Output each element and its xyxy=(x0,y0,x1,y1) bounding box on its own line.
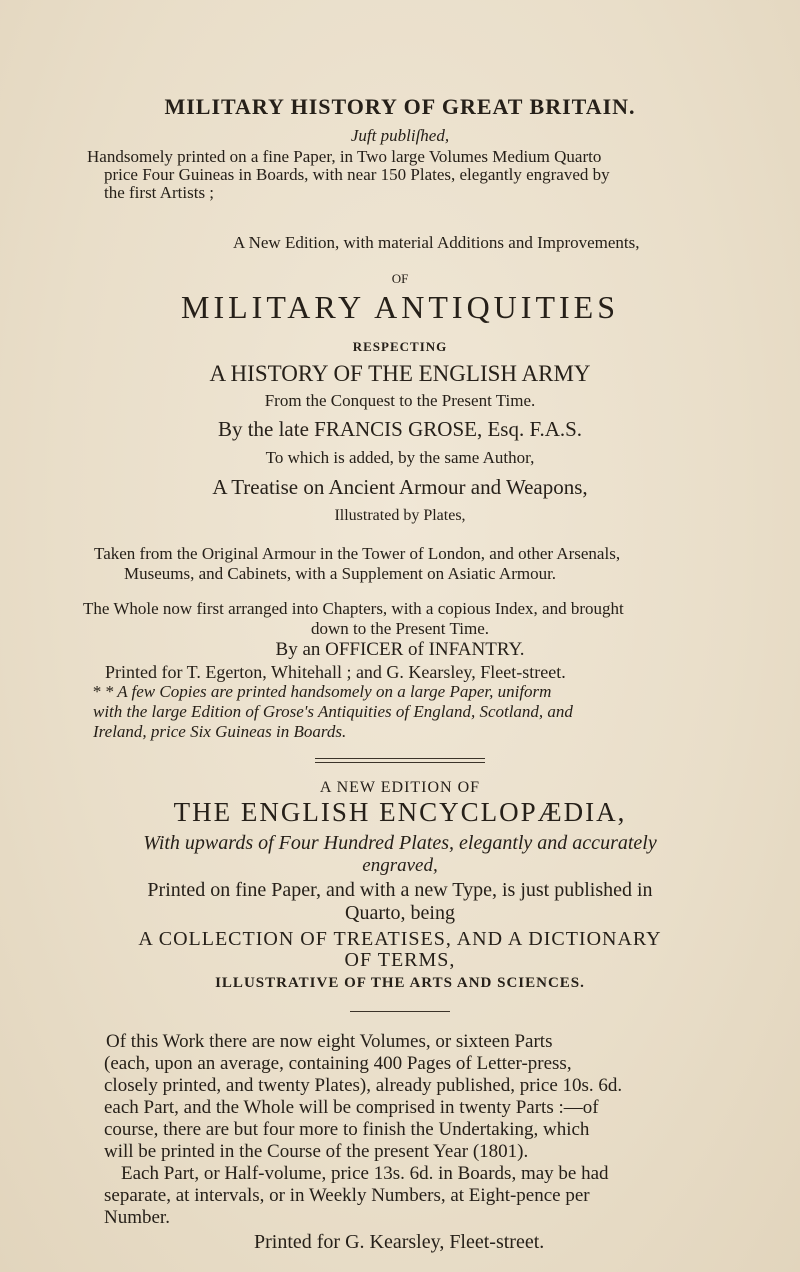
treatise-line: A Treatise on Ancient Armour and Weapons, xyxy=(212,475,588,499)
plates-line: With upwards of Four Hundred Plates, elegantly and accurately xyxy=(143,832,657,854)
note-line: Ireland, price Six Guineas in Boards. xyxy=(93,722,347,741)
printed-for-kearsley: Printed for G. Kearsley, Fleet-street. xyxy=(254,1231,545,1253)
taken-from-line: Museums, and Cabinets, with a Supplement on Asiatic Armour. xyxy=(124,564,557,583)
printed-for-line: Printed for T. Egerton, Whitehall ; and G. Kearsley, Fleet-street. xyxy=(105,662,566,682)
description-line: Handsomely printed on a fine Paper, in Two large Volumes Medium Quarto xyxy=(87,147,602,166)
collection-line: OF TERMS, xyxy=(344,949,456,971)
notice-title: MILITARY HISTORY OF GREAT BRITAIN. xyxy=(164,94,636,119)
respecting-label: RESPECTING xyxy=(352,339,448,354)
main-title: MILITARY ANTIQUITIES xyxy=(181,289,619,325)
new-edition-line: A New Edition, with material Additions and Improvements, xyxy=(233,233,640,252)
body-line: separate, at intervals, or in Weekly Numbers, at Eight-pence per xyxy=(104,1185,590,1206)
body-line: Number. xyxy=(104,1207,170,1228)
illustrative-line: ILLUSTRATIVE OF THE ARTS AND SCIENCES. xyxy=(215,975,585,991)
just-published: Juft publiſhed, xyxy=(350,126,450,145)
divider-rule xyxy=(315,762,485,763)
short-rule xyxy=(350,1011,450,1012)
added-by-line: To which is added, by the same Author, xyxy=(265,448,535,467)
body-line: will be printed in the Course of the present Year (1801). xyxy=(104,1141,529,1162)
printed-line: Printed on fine Paper, and with a new Type, is just published in xyxy=(147,879,653,901)
encyclopaedia-title: THE ENGLISH ENCYCLOPÆDIA, xyxy=(173,797,627,827)
divider-rule xyxy=(315,758,485,759)
body-line: course, there are but four more to finish the Undertaking, which xyxy=(104,1119,590,1140)
printed-line: Quarto, being xyxy=(345,902,455,924)
whole-line: The Whole now first arranged into Chapters, with a copious Index, and brought xyxy=(83,599,624,618)
description-line: price Four Guineas in Boards, with near 150 Plates, elegantly engraved by xyxy=(104,165,610,184)
note-line: with the large Edition of Grose's Antiquities of England, Scotland, and xyxy=(93,702,573,721)
description-line: the first Artists ; xyxy=(104,183,215,202)
body-line: closely printed, and twenty Plates), already published, price 10s. 6d. xyxy=(104,1075,623,1096)
plates-line: engraved, xyxy=(362,855,438,876)
body-line: Of this Work there are now eight Volumes, or sixteen Parts xyxy=(106,1031,553,1052)
note-line: * * A few Copies are printed handsomely on a large Paper, uniform xyxy=(92,682,552,701)
collection-line: A COLLECTION OF TREATISES, AND A DICTIONARY xyxy=(138,928,662,950)
body-line: Each Part, or Half-volume, price 13s. 6d. in Boards, may be had xyxy=(121,1163,609,1184)
subtitle: A HISTORY OF THE ENGLISH ARMY xyxy=(209,361,591,386)
new-edition-heading: A NEW EDITION OF xyxy=(319,779,481,796)
of-label: OF xyxy=(391,271,409,286)
body-line: each Part, and the Whole will be comprised in twenty Parts :—of xyxy=(104,1097,599,1118)
whole-line: down to the Present Time. xyxy=(310,619,490,638)
period-line: From the Conquest to the Present Time. xyxy=(264,391,536,410)
illustrated-line: Illustrated by Plates, xyxy=(334,507,466,524)
body-line: (each, upon an average, containing 400 Pages of Letter-press, xyxy=(104,1053,572,1074)
taken-from-line: Taken from the Original Armour in the Tower of London, and other Arsenals, xyxy=(94,544,621,563)
author-line: By the late FRANCIS GROSE, Esq. F.A.S. xyxy=(217,417,583,441)
officer-line: By an OFFICER of INFANTRY. xyxy=(275,639,525,660)
